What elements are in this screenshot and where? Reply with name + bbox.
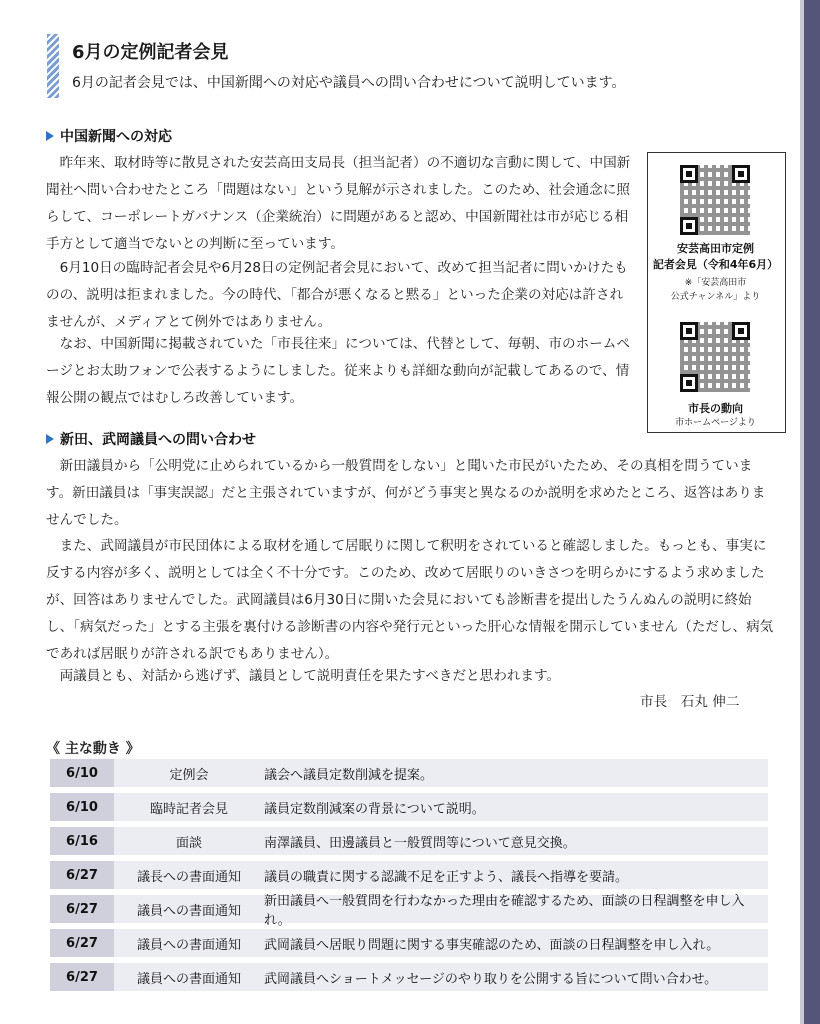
qr-caption: 記者会見（令和4年6月） xyxy=(652,258,779,271)
row-date: 6/10 xyxy=(50,793,114,821)
section-heading-label: 新田、武岡議員への問い合わせ xyxy=(60,432,256,448)
table-row xyxy=(50,827,768,855)
qr-code-press-conference[interactable] xyxy=(680,165,750,235)
row-content: 武岡議員へショートメッセージのやり取りを公開する旨について問い合わせ。 xyxy=(264,971,718,987)
paragraph: 6月10日の臨時記者会見や6月28日の定例記者会見において、改めて担当記者に問いかけたものの、説明は拒まれました。今の時代、「都合が悪くなると黙る」といった企業の対応は許されませんが、メディアとて例外ではありません。 xyxy=(46,260,628,330)
row-content: 新田議員へ一般質問を行わなかった理由を確認するため、面談の日程調整を申し入れ。 xyxy=(264,894,745,928)
moves-heading: 《 主な動き 》 xyxy=(46,741,140,757)
page-subtitle: 6月の記者会見では、中国新聞への対応や議員への問い合わせについて説明しています。 xyxy=(72,75,626,91)
qr-caption-note: ※「安芸高田市 xyxy=(684,278,747,288)
row-content: 南澤議員、田邊議員と一般質問等について意見交換。 xyxy=(264,835,576,851)
table-row xyxy=(50,963,768,991)
row-content: 議員の職責に関する認識不足を正すよう、議長へ指導を要請。 xyxy=(264,869,629,885)
row-content: 議員定数削減案の背景について説明。 xyxy=(264,801,485,817)
row-content: 武岡議員へ居眠り問題に関する事実確認のため、面談の日程調整を申し入れ。 xyxy=(264,937,720,953)
row-type: 議長への書面通知 xyxy=(136,869,241,885)
row-content: 議会へ議員定数削減を提案。 xyxy=(264,767,434,783)
section-heading-chugoku xyxy=(46,126,172,146)
triangle-bullet-icon xyxy=(46,434,54,444)
row-type: 臨時記者会見 xyxy=(149,801,228,817)
row-date: 6/16 xyxy=(50,827,114,855)
moves-table xyxy=(50,759,768,997)
signature: 市長 石丸 伸二 xyxy=(640,694,740,710)
table-row xyxy=(50,759,768,787)
row-type: 議員への書面通知 xyxy=(136,937,241,953)
paragraph: 両議員とも、対話から逃げず、議員として説明責任を果たすべきだと思われます。 xyxy=(59,668,561,684)
row-date: 6/10 xyxy=(50,759,114,787)
page-edge-band xyxy=(804,0,820,1024)
section-heading-councillors xyxy=(46,429,256,449)
table-row xyxy=(50,861,768,889)
row-date: 6/27 xyxy=(50,963,114,991)
paragraph: 昨年来、取材時等に散見された安芸高田支局長（担当記者）の不適切な言動に関して、中国新聞社へ問い合わせたところ「問題はない」という見解が示されました。このため、社会通念に照らして、コーポレートガバナンス（企業統治）に問題があると認め、中国新聞社は市が応じる相手方として適当でないとの判断に至っています。 xyxy=(46,155,631,252)
table-row xyxy=(50,929,768,957)
paragraph: また、武岡議員が市民団体による取材を通して居眠りに関して釈明をされていると確認しました。もっとも、事実に反する内容が多く、説明としては全く不十分です。このため、改めて居眠りのいきさつを明らかにするよう求めましたが、回答はありませんでした。武岡議員は6月30日に開いた会見においても診断書を提出したうんぬんの説明に終始し、「病気だった」とする主張を裏付ける診断書の内容や発行元といった肝心な情報を開示していません（ただし、病気であれば居眠りが許される訳でもありません）。 xyxy=(46,538,774,662)
title-accent-bar xyxy=(47,34,59,98)
table-row xyxy=(50,894,768,928)
row-date: 6/27 xyxy=(50,929,114,957)
row-date: 6/27 xyxy=(50,861,114,889)
page-title: 6月の定例記者会見 xyxy=(72,42,229,63)
row-type: 定例会 xyxy=(169,767,209,783)
paragraph: 新田議員から「公明党に止められているから一般質問をしない」と聞いた市民がいたため、その真相を問うています。新田議員は「事実誤認」だと主張されていますが、何がどう事実と異なるのか説明を求めたところ、返答はありませんでした。 xyxy=(46,458,766,528)
qr-caption: 市長の動向 xyxy=(688,402,743,415)
section-heading-label: 中国新聞への対応 xyxy=(60,129,172,145)
row-type: 議員への書面通知 xyxy=(136,903,241,919)
row-type: 議員への書面通知 xyxy=(136,971,241,987)
paragraph: なお、中国新聞に掲載されていた「市長往来」については、代替として、毎朝、市のホームページとお太助フォンで公表するようにしました。従来よりも詳細な動向が記載してあるので、情報公開の観点ではむしろ改善しています。 xyxy=(46,336,630,406)
triangle-bullet-icon xyxy=(46,131,54,141)
qr-caption-note: 公式チャンネル」より xyxy=(670,292,761,302)
qr-caption-note: 市ホームページより xyxy=(675,418,756,428)
qr-code-mayor-activity[interactable] xyxy=(680,322,750,392)
qr-caption: 安芸高田市定例 xyxy=(677,242,754,255)
row-date: 6/27 xyxy=(50,895,114,923)
table-row xyxy=(50,793,768,821)
row-type: 面談 xyxy=(175,835,202,851)
